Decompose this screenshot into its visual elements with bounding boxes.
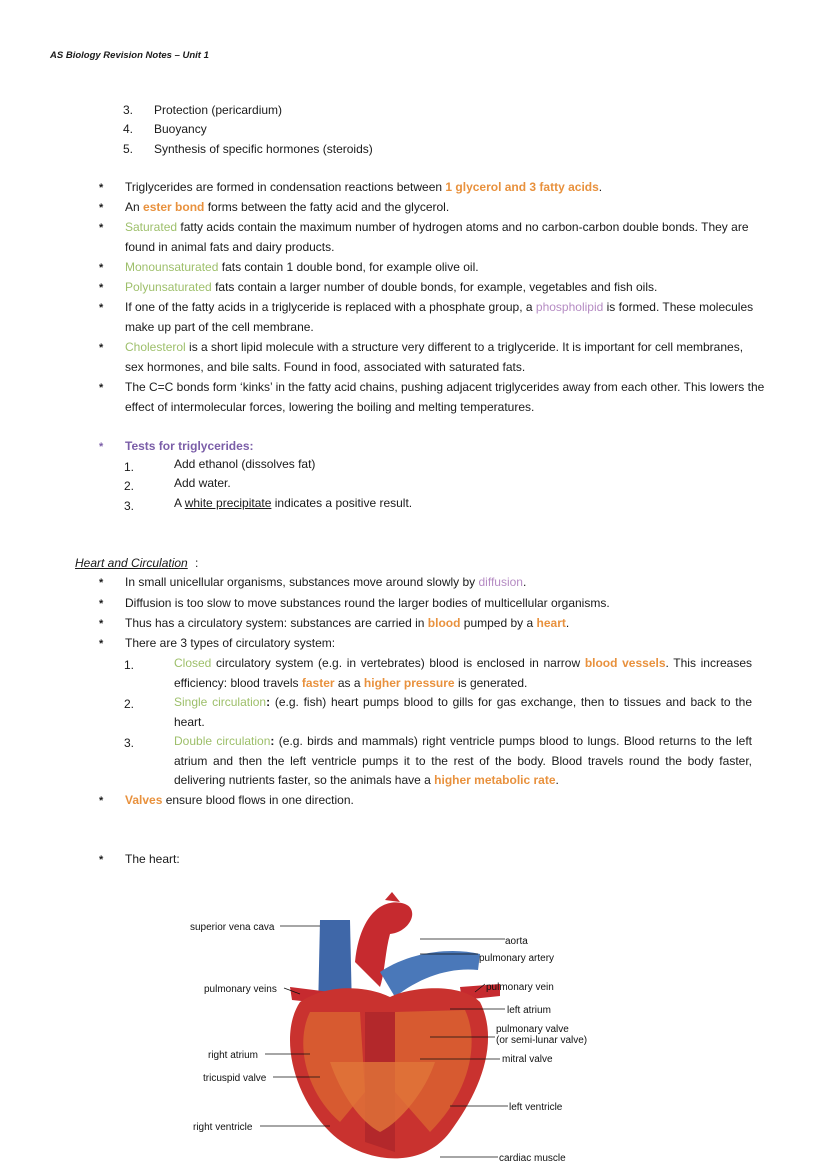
bullet-saturated: Saturated fatty acids contain the maximum number of hydrogen atoms and no carbon-carbon double bonds. They are found in animal fats and dairy products. [125,220,749,254]
bullet-circulatory: Thus has a circulatory system: substances are carried in blood pumped by a heart. [125,616,570,630]
list-number: 4. [123,122,134,136]
bullet-star-icon: * [99,262,104,274]
bullet-monounsaturated: Monounsaturated fats contain 1 double bond, for example olive oil. [125,260,479,274]
test-step: Add ethanol (dissolves fat) [174,457,316,471]
label-cardiac-muscle: cardiac muscle [499,1153,566,1164]
bullet-star-icon: * [99,282,104,294]
bullet-cholesterol: Cholesterol is a short lipid molecule with a structure very different to a triglyceride. It is important for cell membranes, sex hormones, and bile salts. Found in food, associated with saturated fats. [125,340,744,374]
bullet-heart: The heart: [125,852,180,866]
bullet-star-icon: * [99,638,104,650]
list-number: 5. [123,142,134,156]
test-step: Add water. [174,476,231,490]
label-svc: superior vena cava [190,922,275,933]
list-number: 1. [124,460,135,474]
bullet-star-icon: * [99,577,104,589]
test-step: A white precipitate indicates a positive result. [174,496,413,510]
label-left-atrium: left atrium [507,1005,551,1016]
label-left-ventricle: left ventricle [509,1102,563,1113]
label-semilunar-valve: (or semi-lunar valve) [496,1035,588,1046]
list-number: 2. [124,479,135,493]
list-number: 3. [124,736,135,750]
bullet-valves: Valves ensure blood flows in one direction. [125,793,354,807]
bullet-ester-bond: An ester bond forms between the fatty acid and the glycerol. [125,200,450,214]
bullet-star-icon: * [99,302,104,314]
bullet-diffusion-slow: Diffusion is too slow to move substances round the larger bodies of multicellular organisms. [125,596,610,610]
list-item: Synthesis of specific hormones (steroids) [154,142,373,156]
label-pulmonary-vein: pulmonary vein [486,982,554,993]
label-right-atrium: right atrium [208,1050,259,1061]
bullet-star-icon: * [99,618,104,630]
type-closed: Closed circulatory system (e.g. in vertebrates) blood is enclosed in narrow blood vessels. This increases efficiency: blood travels faster as a higher pressure is generated. [174,656,752,690]
list-item: Buoyancy [154,122,207,136]
heart-diagram [180,892,600,1169]
bullet-star-icon: * [99,854,104,866]
bullet-star-icon: * [99,182,104,194]
type-double: Double circulation: (e.g. birds and mammals) right ventricle pumps blood to lungs. Blood returns to the left atrium and then the left ventricle pumps it to the rest of the body. Blood travels round the body faster, delivering nutrients faster, so the animals have a higher metabolic rate. [174,734,752,787]
page-header: AS Biology Revision Notes – Unit 1 [50,50,209,61]
label-right-ventricle: right ventricle [193,1122,253,1133]
bullet-star-icon: * [99,342,104,354]
bullet-star-icon: * [99,441,104,453]
bullet-star-icon: * [99,795,104,807]
bullet-star-icon: * [99,382,104,394]
label-pulmonary-valve: pulmonary valve [496,1024,569,1035]
list-number: 2. [124,697,135,711]
bullet-cc-bonds: The C=C bonds form ‘kinks’ in the fatty acid chains, pushing adjacent triglycerides away from each other. This lowers the effect of intermolecular forces, lowering the boiling and melting temperatures. [125,380,765,414]
list-number: 3. [123,103,134,117]
section-heading: Heart and Circulation [75,556,188,570]
bullet-phospholipid: If one of the fatty acids in a triglyceride is replaced with a phosphate group, a phospholipid is formed. These molecules make up part of the cell membrane. [125,300,754,334]
label-aorta: aorta [505,936,528,947]
list-item: Protection (pericardium) [154,103,283,117]
section-heading-colon: : [195,556,199,570]
bullet-three-types: There are 3 types of circulatory system: [125,636,336,650]
bullet-star-icon: * [99,598,104,610]
bullet-star-icon: * [99,202,104,214]
label-tricuspid: tricuspid valve [203,1073,267,1084]
list-number: 3. [124,499,135,513]
bullet-diffusion: In small unicellular organisms, substances move around slowly by diffusion. [125,575,527,589]
label-pulmonary-veins: pulmonary veins [204,984,277,995]
bullet-star-icon: * [99,222,104,234]
type-single: Single circulation: (e.g. fish) heart pumps blood to gills for gas exchange, then to tissues and back to the heart. [174,695,752,729]
label-pulmonary-artery: pulmonary artery [479,953,555,964]
list-number: 1. [124,658,135,672]
bullet-triglycerides: Triglycerides are formed in condensation reactions between 1 glycerol and 3 fatty acids. [125,180,603,194]
label-mitral: mitral valve [502,1054,553,1065]
bullet-polyunsaturated: Polyunsaturated fats contain a larger number of double bonds, for example, vegetables and fish oils. [125,280,658,294]
aorta-branch [385,892,400,902]
tests-heading: Tests for triglycerides: [125,439,254,453]
